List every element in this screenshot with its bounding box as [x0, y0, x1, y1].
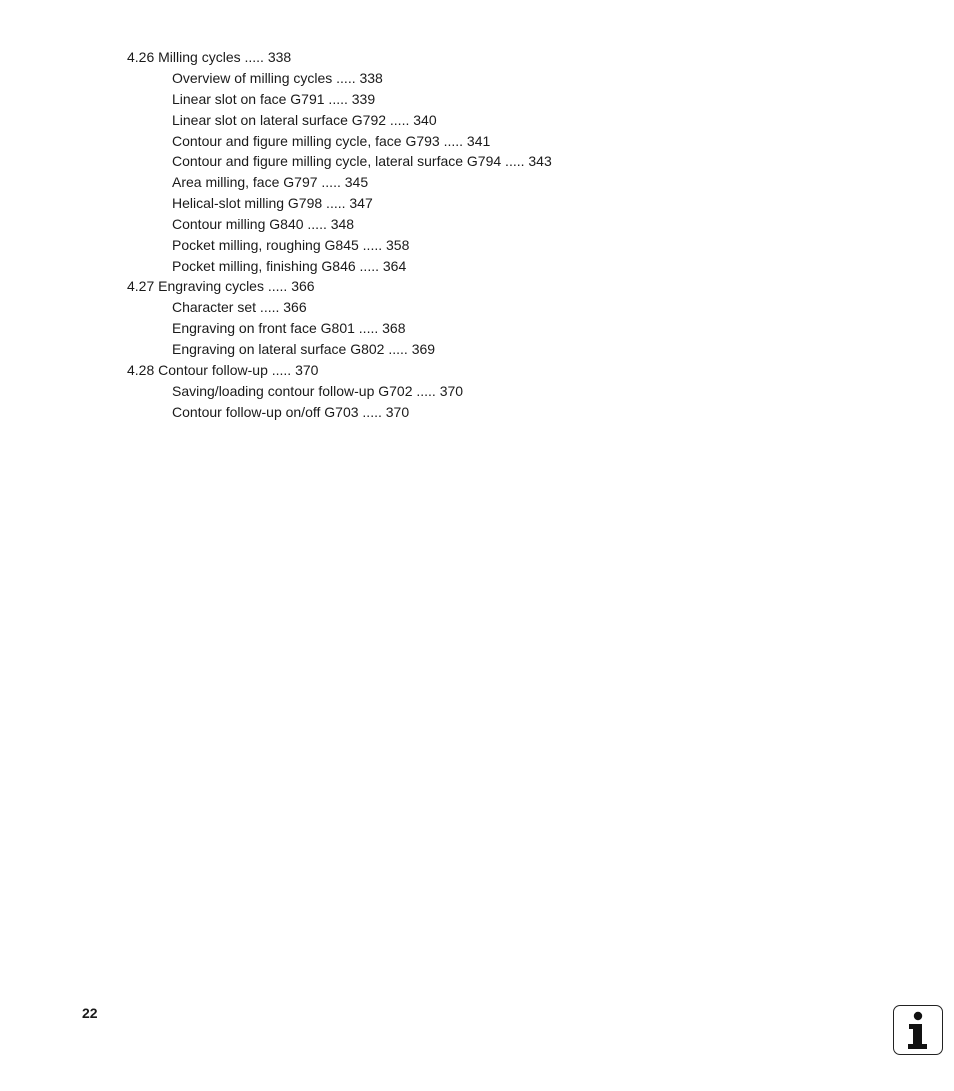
- toc-entry[interactable]: Area milling, face G797 ..... 345: [172, 174, 369, 190]
- toc-entry[interactable]: Linear slot on lateral surface G792 ..... 340: [172, 112, 437, 128]
- toc-entry[interactable]: Pocket milling, roughing G845 ..... 358: [172, 237, 410, 253]
- page-number: 22: [82, 1005, 98, 1021]
- toc-entry[interactable]: Overview of milling cycles ..... 338: [172, 70, 383, 86]
- toc-entry[interactable]: Helical-slot milling G798 ..... 347: [172, 195, 373, 211]
- toc-entry[interactable]: Engraving on front face G801 ..... 368: [172, 320, 406, 336]
- toc-entry[interactable]: Contour follow-up on/off G703 ..... 370: [172, 404, 410, 420]
- toc-entry[interactable]: Character set ..... 366: [172, 299, 307, 315]
- toc-entry[interactable]: Contour milling G840 ..... 348: [172, 216, 355, 232]
- toc-section-4-26[interactable]: 4.26 Milling cycles ..... 338: [127, 49, 292, 65]
- toc-entry[interactable]: Contour and figure milling cycle, face G793 ..... 341: [172, 133, 491, 149]
- toc-entry[interactable]: Pocket milling, finishing G846 ..... 364: [172, 258, 407, 274]
- info-icon: [893, 1005, 943, 1055]
- toc-entry[interactable]: Linear slot on face G791 ..... 339: [172, 91, 376, 107]
- toc-section-4-28[interactable]: 4.28 Contour follow-up ..... 370: [127, 362, 319, 378]
- toc-entry[interactable]: Engraving on lateral surface G802 ..... 369: [172, 341, 436, 357]
- toc-entry[interactable]: Contour and figure milling cycle, lateral surface G794 ..... 343: [172, 153, 552, 169]
- toc-entry[interactable]: Saving/loading contour follow-up G702 ..... 370: [172, 383, 464, 399]
- toc-section-4-27[interactable]: 4.27 Engraving cycles ..... 366: [127, 278, 315, 294]
